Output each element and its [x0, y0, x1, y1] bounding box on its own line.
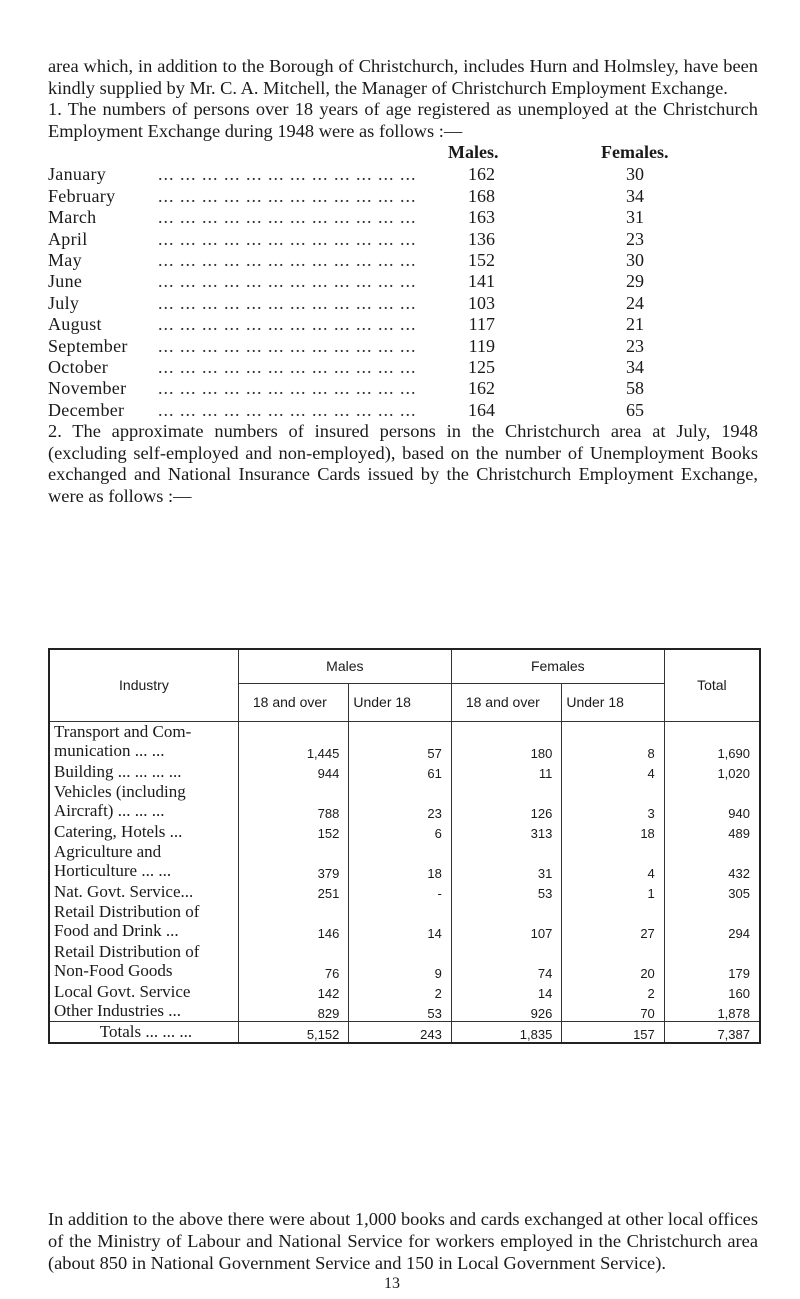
industry-cell	[49, 721, 238, 761]
males-18-over-cell: 829	[238, 1001, 349, 1021]
females-value: 24	[626, 292, 644, 313]
males-value: 163	[468, 207, 495, 228]
dot-leader: ... ... ... ... ... ... ... ... ... ... ... ...	[158, 271, 417, 292]
males-18-over-cell: 788	[238, 781, 349, 821]
females-18-over-cell: 313	[451, 821, 562, 841]
females-18-over-cell: 180	[451, 721, 562, 761]
males-18-over-cell: 142	[238, 981, 349, 1001]
total-cell: 305	[664, 881, 760, 901]
males-value: 117	[468, 314, 495, 335]
industry-cell	[49, 941, 238, 981]
females-18-over-cell: 53	[451, 881, 562, 901]
females-value: 31	[626, 207, 644, 228]
females-value: 30	[626, 164, 644, 185]
females-heading: Females.	[601, 142, 669, 163]
total-cell: 1,690	[664, 721, 760, 761]
total-cell: 179	[664, 941, 760, 981]
unemployed-row	[48, 250, 758, 271]
total-cell: 1,878	[664, 1001, 760, 1021]
document-page	[48, 56, 758, 507]
dot-leader: ... ... ... ... ... ... ... ... ... ... ... ...	[158, 228, 417, 249]
insured-persons-table	[48, 648, 761, 1044]
industry-cell	[49, 881, 238, 901]
month-name: October	[48, 356, 109, 377]
females-value: 21	[626, 314, 644, 335]
males-under-18-cell: 2	[349, 981, 451, 1001]
month-name: November	[48, 378, 127, 399]
females-under-18-cell: 70	[562, 1001, 664, 1021]
industry-line: Retail Distribution of	[54, 902, 200, 921]
dot-leader: ... ... ... ... ... ... ... ... ... ... ... ...	[158, 399, 417, 420]
industry-line: Horticulture ... ...	[54, 861, 172, 880]
males-18-over-cell: 152	[238, 821, 349, 841]
unemployed-row	[48, 357, 758, 378]
header-males: Males	[238, 649, 451, 683]
month-name: January	[48, 164, 107, 185]
unemployed-row	[48, 229, 758, 250]
header-females: Females	[451, 649, 664, 683]
females-under-18-cell: 3	[562, 781, 664, 821]
males-18-over-cell: 251	[238, 881, 349, 901]
industry-line: Non-Food Goods	[54, 961, 173, 980]
dot-leader: ... ... ... ... ... ... ... ... ... ... ... ...	[158, 207, 417, 228]
males-value: 136	[468, 228, 495, 249]
females-under-18-cell: 1	[562, 881, 664, 901]
females-under-18-cell: 27	[562, 901, 664, 941]
males-under-18-cell: 57	[349, 721, 451, 761]
total-cell: 294	[664, 901, 760, 941]
industry-line: Vehicles (including	[54, 782, 186, 801]
dot-leader: ... ... ... ... ... ... ... ... ... ... ... ...	[158, 356, 417, 377]
males-value: 168	[468, 185, 495, 206]
females-18-over-cell: 31	[451, 841, 562, 881]
females-18-over-cell: 11	[451, 761, 562, 781]
males-value: 119	[468, 335, 495, 356]
unemployed-header	[48, 142, 758, 164]
table-row	[49, 721, 760, 761]
industry-line: Local Govt. Service	[54, 981, 191, 1001]
unemployed-row	[48, 207, 758, 228]
females-value: 30	[626, 249, 644, 270]
males-heading: Males.	[448, 142, 499, 163]
industry-cell	[49, 981, 238, 1001]
males-18-over-cell: 76	[238, 941, 349, 981]
males-under-18-cell: 53	[349, 1001, 451, 1021]
total-cell: 432	[664, 841, 760, 881]
males-under-18-cell: 6	[349, 821, 451, 841]
dot-leader: ... ... ... ... ... ... ... ... ... ... ... ...	[158, 292, 417, 313]
males-under-18-cell: 18	[349, 841, 451, 881]
unemployed-row	[48, 336, 758, 357]
dot-leader: ... ... ... ... ... ... ... ... ... ... ... ...	[158, 314, 417, 335]
totals-label: Totals ... ... ...	[49, 1021, 238, 1043]
table-row	[49, 841, 760, 881]
total-cell: 489	[664, 821, 760, 841]
females-under-18-cell: 8	[562, 721, 664, 761]
females-value: 65	[626, 399, 644, 420]
males-value: 125	[468, 356, 495, 377]
females-under-18-cell: 4	[562, 841, 664, 881]
industry-line: Aircraft) ... ... ...	[54, 801, 165, 820]
unemployed-list	[48, 164, 758, 421]
total-cell: 1,020	[664, 761, 760, 781]
industry-line: Building ... ... ... ...	[54, 761, 182, 781]
table-row	[49, 881, 760, 901]
females-18-over-cell: 926	[451, 1001, 562, 1021]
industry-line: munication ... ...	[54, 741, 165, 761]
males-18-over-cell: 1,445	[238, 721, 349, 761]
industry-line: Other Industries ...	[54, 1001, 182, 1021]
item-2-paragraph: 2. The approximate numbers of insured persons in the Christchurch area at July, 1948 (excluding self-employed and non-employed), based on the number of Unemployment Books exchanged and National Insurance Cards issued by the Christchurch Employment Exchange, were as follows :—	[48, 421, 758, 506]
totals-males-18-over: 5,152	[238, 1021, 349, 1043]
month-name: July	[48, 292, 80, 313]
totals-row	[49, 1021, 760, 1043]
unemployed-row	[48, 293, 758, 314]
month-name: May	[48, 249, 82, 270]
females-value: 34	[626, 185, 644, 206]
males-18-over-cell: 146	[238, 901, 349, 941]
unemployed-row	[48, 314, 758, 335]
females-18-over-cell: 107	[451, 901, 562, 941]
month-name: August	[48, 314, 102, 335]
unemployed-row	[48, 186, 758, 207]
page-number: 13	[384, 1275, 400, 1292]
table-row	[49, 821, 760, 841]
females-value: 23	[626, 335, 644, 356]
females-value: 29	[626, 271, 644, 292]
industry-line: Nat. Govt. Service...	[54, 881, 194, 901]
males-value: 141	[468, 271, 495, 292]
females-18-over-cell: 126	[451, 781, 562, 821]
females-value: 34	[626, 356, 644, 377]
table-row	[49, 781, 760, 821]
males-under-18-cell: 23	[349, 781, 451, 821]
males-value: 103	[468, 292, 495, 313]
industry-cell	[49, 901, 238, 941]
month-name: December	[48, 399, 125, 420]
females-under-18-cell: 4	[562, 761, 664, 781]
industry-line: Transport and Com-	[54, 722, 192, 742]
dot-leader: ... ... ... ... ... ... ... ... ... ... ... ...	[158, 185, 417, 206]
females-under-18-cell: 2	[562, 981, 664, 1001]
intro-paragraph: area which, in addition to the Borough of Christchurch, includes Hurn and Holmsley, have been kindly supplied by Mr. C. A. Mitchell, the Manager of Christchurch Employment Exchange.	[48, 56, 758, 98]
totals-total: 7,387	[664, 1021, 760, 1043]
females-value: 58	[626, 378, 644, 399]
industry-cell	[49, 781, 238, 821]
month-name: June	[48, 271, 83, 292]
industry-cell	[49, 761, 238, 781]
table-row	[49, 981, 760, 1001]
header-females-under-18: Under 18	[562, 683, 664, 721]
unemployed-row	[48, 271, 758, 292]
females-under-18-cell: 18	[562, 821, 664, 841]
males-value: 162	[468, 164, 495, 185]
dot-leader: ... ... ... ... ... ... ... ... ... ... ... ...	[158, 335, 417, 356]
males-under-18-cell: 9	[349, 941, 451, 981]
totals-males-under-18: 243	[349, 1021, 451, 1043]
table-body	[49, 721, 760, 1021]
dot-leader: ... ... ... ... ... ... ... ... ... ... ... ...	[158, 249, 417, 270]
table-row	[49, 941, 760, 981]
females-18-over-cell: 74	[451, 941, 562, 981]
males-under-18-cell: 61	[349, 761, 451, 781]
males-value: 162	[468, 378, 495, 399]
dot-leader: ... ... ... ... ... ... ... ... ... ... ... ...	[158, 378, 417, 399]
footer-paragraph: In addition to the above there were about 1,000 books and cards exchanged at other local offices of the Ministry of Labour and National Service for workers employed in the Christchurch area (about 850 in National Government Service and 150 in Local Government Service).	[48, 1209, 758, 1273]
total-cell: 160	[664, 981, 760, 1001]
males-under-18-cell: 14	[349, 901, 451, 941]
industry-line: Agriculture and	[54, 842, 162, 861]
males-under-18-cell: -	[349, 881, 451, 901]
month-name: February	[48, 185, 116, 206]
item-1-paragraph: 1. The numbers of persons over 18 years of age registered as unemployed at the Christchurch Employment Exchange during 1948 were as follows :—	[48, 99, 758, 141]
header-females-18-over: 18 and over	[451, 683, 562, 721]
month-name: March	[48, 207, 97, 228]
month-name: April	[48, 228, 88, 249]
males-18-over-cell: 379	[238, 841, 349, 881]
table-row	[49, 901, 760, 941]
table-row	[49, 761, 760, 781]
totals-females-under-18: 157	[562, 1021, 664, 1043]
dot-leader: ... ... ... ... ... ... ... ... ... ... ... ...	[158, 164, 417, 185]
industry-cell	[49, 821, 238, 841]
males-18-over-cell: 944	[238, 761, 349, 781]
table-row	[49, 1001, 760, 1021]
females-under-18-cell: 20	[562, 941, 664, 981]
females-value: 23	[626, 228, 644, 249]
header-males-under-18: Under 18	[349, 683, 451, 721]
total-cell: 940	[664, 781, 760, 821]
header-total: Total	[664, 649, 760, 721]
males-value: 164	[468, 399, 495, 420]
industry-line: Retail Distribution of	[54, 942, 200, 961]
males-value: 152	[468, 249, 495, 270]
industry-line: Food and Drink ...	[54, 921, 179, 940]
industry-cell	[49, 1001, 238, 1021]
month-name: September	[48, 335, 128, 356]
header-industry: Industry	[49, 649, 238, 721]
unemployed-row	[48, 378, 758, 399]
header-males-18-over: 18 and over	[238, 683, 349, 721]
totals-females-18-over: 1,835	[451, 1021, 562, 1043]
females-18-over-cell: 14	[451, 981, 562, 1001]
industry-cell	[49, 841, 238, 881]
unemployed-row	[48, 164, 758, 185]
industry-line: Catering, Hotels ...	[54, 821, 183, 841]
unemployed-row	[48, 400, 758, 421]
